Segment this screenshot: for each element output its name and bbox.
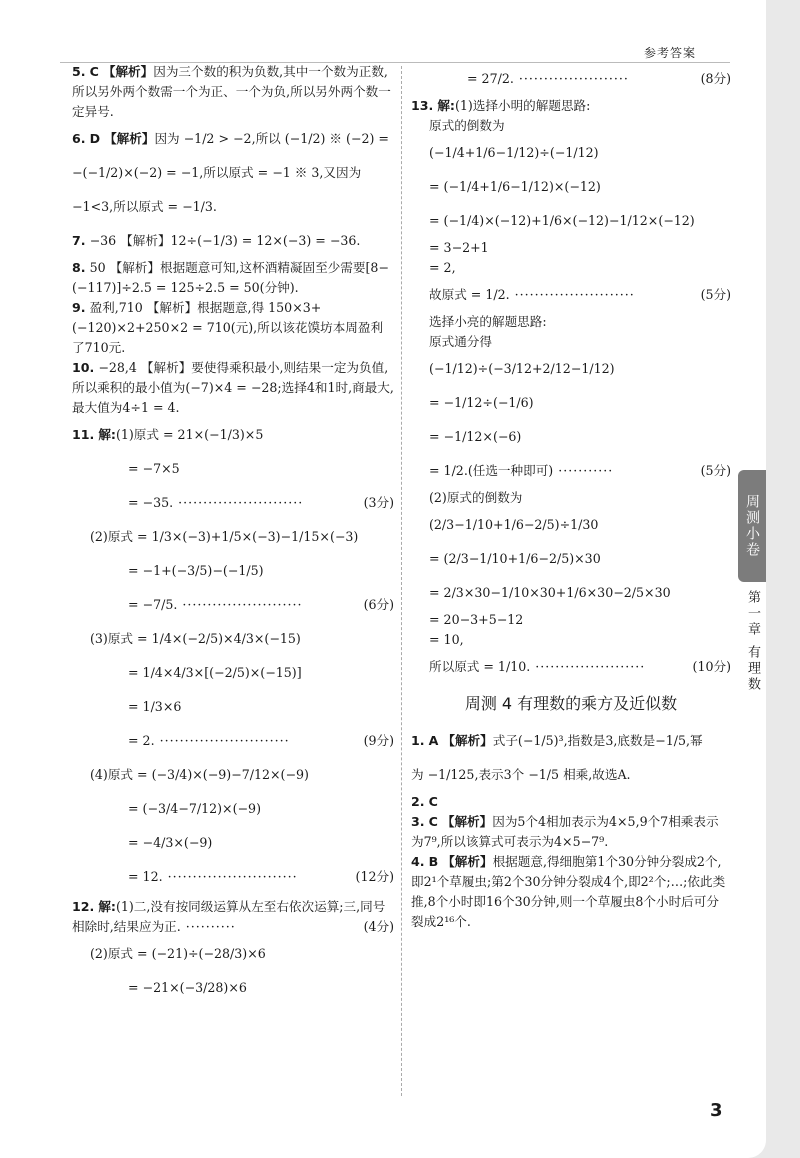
q9: 9. 盈利,710 【解析】根据题意,得 150×3+(−120)×2+250×2 = 710(元),所以该花馍坊本周盈利了710元. [72, 300, 384, 355]
q7: 7. −36 【解析】12÷(−1/3) = 12×(−3) = −36. [72, 233, 361, 248]
s4-q1: 1. A 【解析】式子(−1/5)³,指数是3,底数是−1/5,幂 为 −1/125,表示3个 −1/5 相乘,故选A. [411, 733, 703, 782]
left-column [72, 62, 394, 1008]
right-column [411, 62, 731, 932]
q12-end: = 27/2. ······················ (8分) [467, 71, 731, 86]
q5: 5. C 【解析】因为三个数的积为负数,其中一个数为正数,所以另外两个数需一个为正、一个为负,所以另外两个数一定异号. [72, 64, 391, 119]
side-chapter-label: 第一章 有理数 [745, 590, 760, 694]
s4-q3: 3. C 【解析】因为5个4相加表示为4×5,9个7相乘表示为7⁹,所以该算式可表示为4×5−7⁹. [411, 814, 719, 849]
s4-q4: 4. B 【解析】根据题意,得细胞第1个30分钟分裂成2个,即2¹个草履虫;第2个30分钟分裂成4个,即2²个;…;依此类推,8个小时即16个30分钟,则一个草履虫8个小时后可分裂成2¹⁶个. [411, 854, 726, 929]
page-number: 3 [710, 1100, 723, 1121]
column-divider [401, 66, 402, 1096]
q10: 10. −28,4 【解析】要使得乘积最小,则结果一定为负值,所以乘积的最小值为(−7)×4 = −28;选择4和1时,商最大,最大值为4÷1 = 4. [72, 360, 394, 415]
q6: 6. D 【解析】因为 −1/2 > −2,所以 (−1/2) ※ (−2) = −(−1/2)×(−2) = −1,所以原式 = −1 ※ 3,又因为 −1<3,所以原式 = −1/3. [72, 131, 389, 214]
q12: 12. 解:(1)二,没有按同级运算从左至右依次运算;三,同号相除时,结果应为正. ·········· (4分) (2)原式 = (−21)÷(−28/3)×6 = −21×(−3/28)×6 [72, 899, 394, 995]
side-tab: 周测小卷 [738, 470, 766, 582]
q13: 13. 解:(1)选择小明的解题思路: 原式的倒数为 (−1/4+1/6−1/12)÷(−1/12) = (−1/4+1/6−1/12)×(−12) = (−1/4)×(−12)+1/6×(−12)−1/12×(−12) = 3−2+1 = 2, 故原式 = 1/2. ························ (5分) 选择小亮的解题思路: 原式通分得 (−1/12)÷(−3/12+2/12−1/12) = −1/12÷(−1/6) = −1/12×(−6) = 1/2.(任选一种即可) ··········· (5分) (2)原式的倒数为 (2/3−1/10+1/6−2/5)÷1/30 = (2/3−1/10+1/6−2/5)×30 = 2/3×30−1/10×30+1/6×30−2/5×30 = 20−3+5−12 = 10, 所以原式 = 1/10. ······················ (10分) [411, 98, 731, 674]
q8: 8. 50 【解析】根据题意可知,这杯酒精凝固至少需要[8−(−117)]÷2.5 = 125÷2.5 = 50(分钟). [72, 260, 389, 295]
section-title: 周测 4 有理数的乘方及近似数 [464, 694, 678, 713]
s4-q2: 2. C [411, 794, 438, 809]
header-title: 参考答案 [643, 46, 696, 60]
q11: 11. 解:(1)原式 = 21×(−1/3)×5 = −7×5 = −35. ························· (3分) (2)原式 = 1/3×(−3)+1/5×(−3)−1/15×(−3) = −1+(−3/5)−(−1/5) = −7/5. ························ (6分) (3)原式 = 1/4×(−2/5)×4/3×(−15) = 1/4×4/3×[(−2/5)×(−15)] = 1/3×6 = 2. ·························· (9分) (4)原式 = (−3/4)×(−9)−7/12×(−9) = (−3/4−7/12)×(−9) = −4/3×(−9) = 12. ·························· (12分) [72, 427, 394, 884]
